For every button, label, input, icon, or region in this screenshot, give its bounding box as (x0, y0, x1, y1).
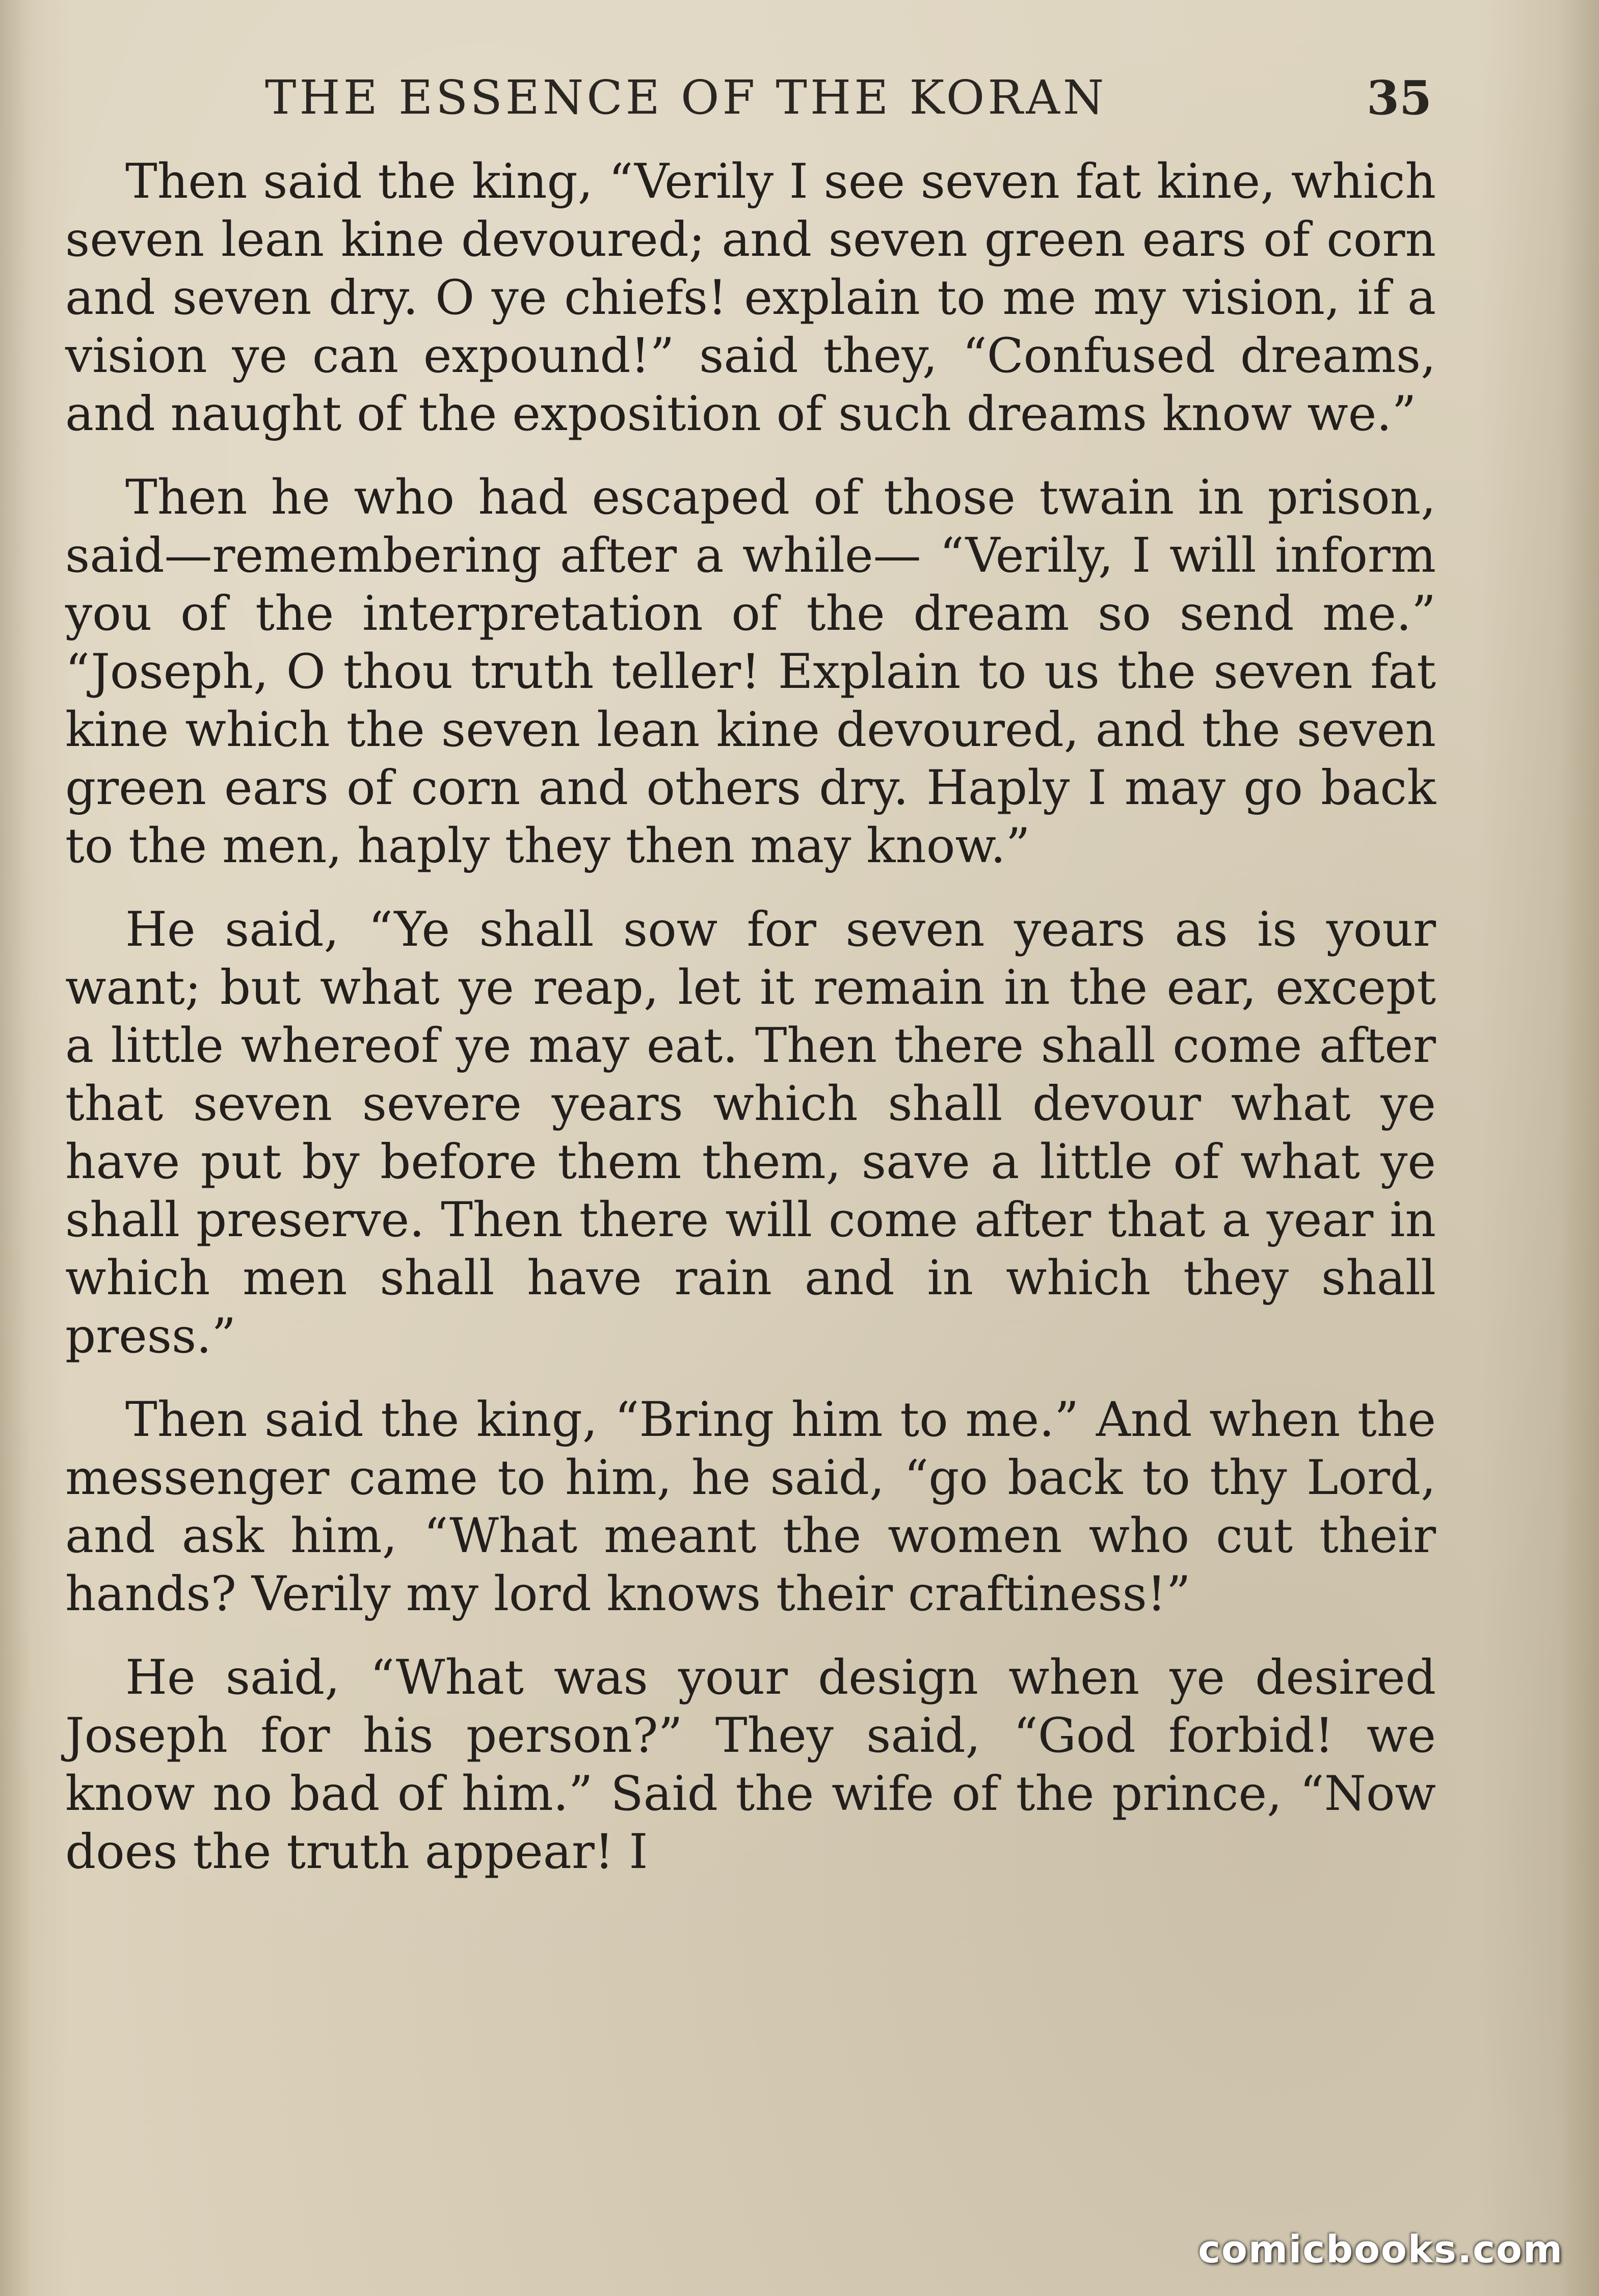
paragraph: Then said the king, “Bring him to me.” And when the messenger came to him, he said, “go back to thy Lord, and ask him, “What meant the women who cut their hands? Verily my lord knows their craftiness!” (65, 1392, 1436, 1622)
paragraph: Then said the king, “Verily I see seven fat kine, which seven lean kine devoured; and seven green ears of corn and seven dry. O ye chiefs! explain to me my vision, if a vision ye can expound!” said they, “Confused dreams, and naught of the exposition of such dreams know we.” (65, 154, 1436, 442)
watermark: comicbooks.com (1198, 2228, 1563, 2272)
paragraph: He said, “What was your design when ye desired Joseph for his person?” They said, “God forbid! we know no bad of him.” Said the wife of the prince, “Now does the truth appear! I (65, 1650, 1436, 1880)
running-title: THE ESSENCE OF THE KORAN (265, 70, 1107, 125)
body-text (65, 153, 1436, 1907)
paragraph: He said, “Ye shall sow for seven years as is your want; but what ye reap, let it remain in the ear, except a little whereof ye may eat. Then there shall come after that seven severe years which shall devour what ye have put by before them them, save a little of what ye shall preserve. Then there will come after that a year in which men shall have rain and in which they shall press.” (65, 902, 1436, 1364)
page-number: 35 (1366, 70, 1432, 125)
running-head (66, 70, 1432, 126)
paragraph: Then he who had escaped of those twain in prison, said—remembering after a while— “Verily, I will inform you of the interpretation of the dream so send me.” “Joseph, O thou truth teller! Explain to us the seven fat kine which the seven lean kine devoured, and the seven green ears of corn and others dry. Haply I may go back to the men, haply they then may know.” (65, 470, 1436, 874)
